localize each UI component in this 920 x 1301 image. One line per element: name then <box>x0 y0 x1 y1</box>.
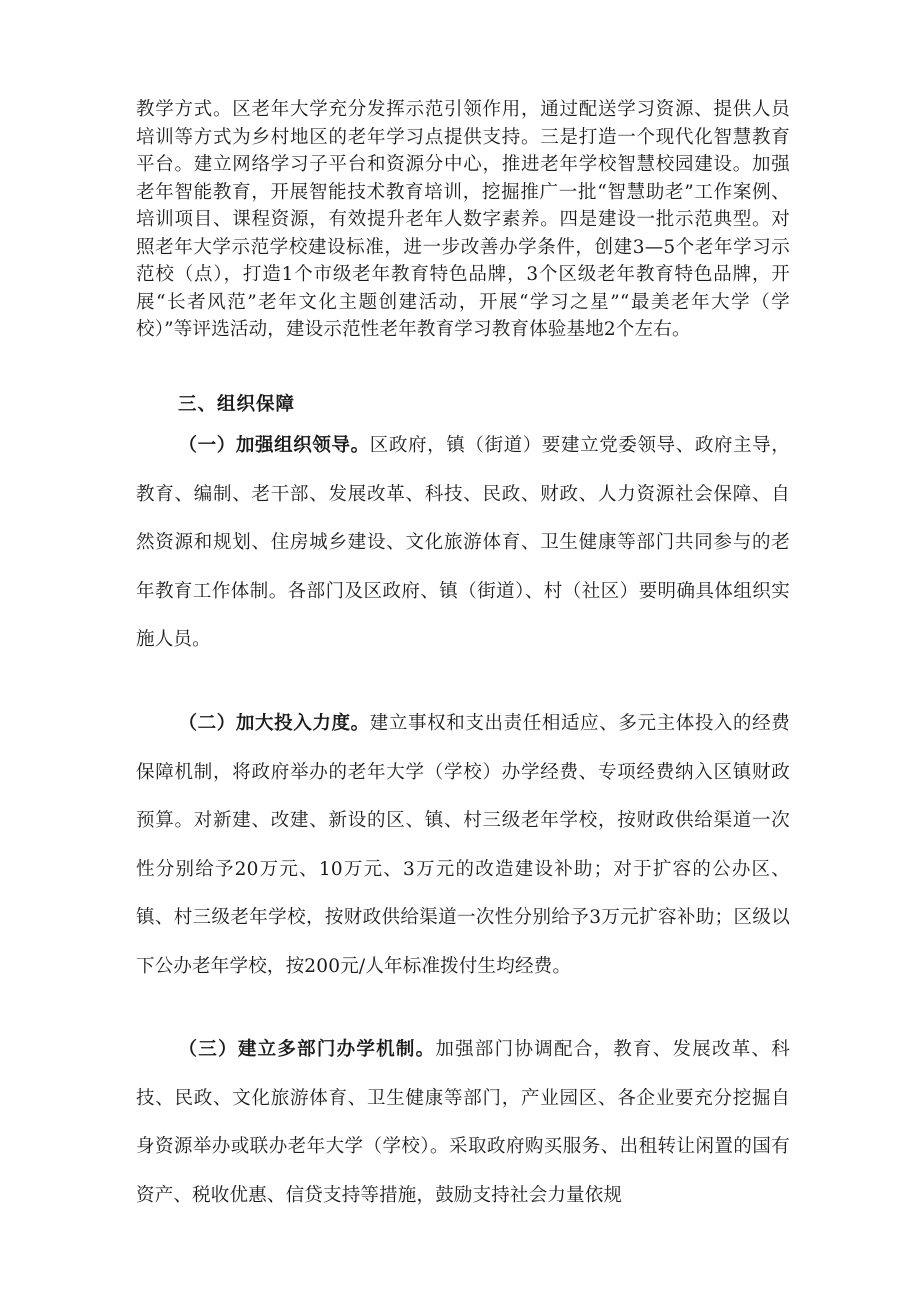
paragraph-organization-leadership <box>136 422 790 665</box>
paragraph-body: 区政府，镇（街道）要建立党委领导、政府主导，教育、编制、老干部、发展改革、科技、民政、财政、人力资源社会保障、自然资源和规划、住房城乡建设、文化旅游体育、卫生健康等部门共同参与的老年教育工作体制。各部门及区政府、镇（街道）、村（社区）要明确具体组织实施人员。 <box>136 435 790 651</box>
paragraph-multi-department <box>136 1026 790 1220</box>
paragraph-body: 建立事权和支出责任相适应、多元主体投入的经费保障机制，将政府举办的老年大学（学校）办学经费、专项经费纳入区镇财政预算。对新建、改建、新设的区、镇、村三级老年学校，按财政供给渠道一次性分别给予20万元、10万元、3万元的改造建设补助；对于扩容的公办区、镇、村三级老年学校，按财政供给渠道一次性分别给予3万元扩容补助；区级以下公办老年学校，按200元/人年标准拨付生均经费。 <box>136 713 790 977</box>
paragraph-lead: （三）建立多部门办学机制。 <box>178 1039 436 1060</box>
paragraph-body: 加强部门协调配合，教育、发展改革、科技、民政、文化旅游体育、卫生健康等部门，产业园区、各企业要充分挖掘自身资源举办或联办老年大学（学校）。采取政府购买服务、出租转让闲置的国有资产、税收优惠、信贷支持等措施，鼓励支持社会力量依规 <box>136 1039 790 1206</box>
paragraph-investment <box>136 700 790 992</box>
section-heading: 三、组织保障 <box>178 394 296 415</box>
paragraph-lead: （二）加大投入力度。 <box>178 713 370 734</box>
paragraph-lead: （一）加强组织领导。 <box>178 435 370 456</box>
intro-paragraph: 教学方式。区老年大学充分发挥示范引领作用，通过配送学习资源、提供人员培训等方式为乡村地区的老年学习点提供支持。三是打造一个现代化智慧教育平台。建立网络学习子平台和资源分中心，推进老年学校智慧校园建设。加强老年智能教育，开展智能技术教育培训，挖掘推广一批“智慧助老”工作案例、培训项目、课程资源，有效提升老年人数字素养。四是建设一批示范典型。对照老年大学示范学校建设标准，进一步改善办学条件，创建3—5个老年学习示范校（点），打造1个市级老年教育特色品牌，3个区级老年教育特色品牌，开展“长者风范”老年文化主题创建活动，开展“学习之星”“最美老年大学（学校）”等评选活动，建设示范性老年教育学习教育体验基地2个左右。 <box>136 99 790 340</box>
